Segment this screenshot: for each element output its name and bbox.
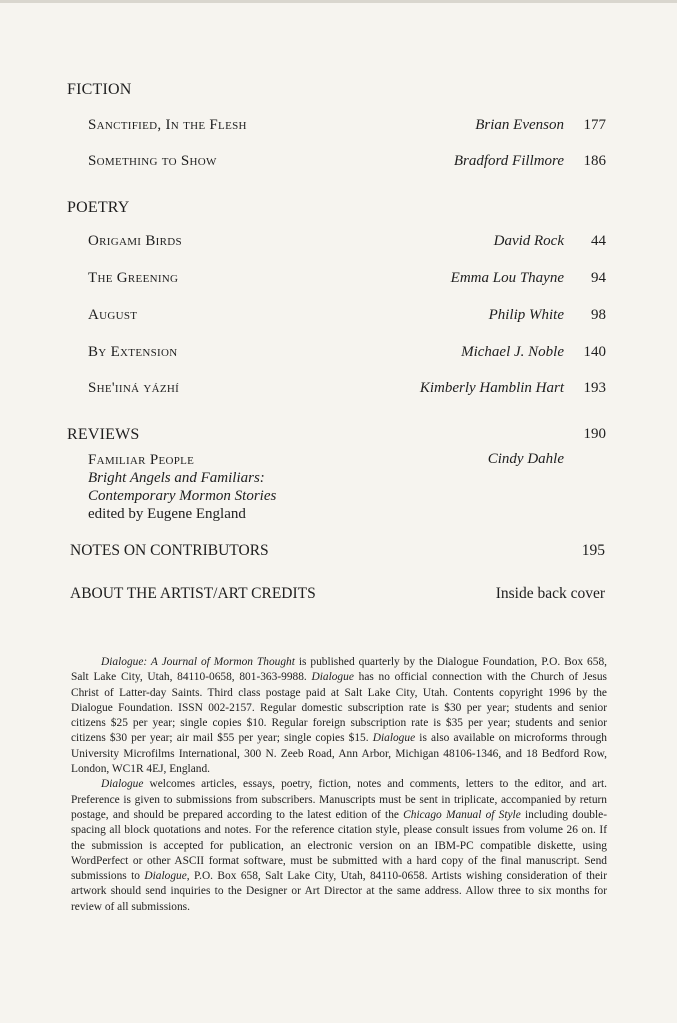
entry-page: 193 bbox=[583, 380, 606, 396]
entry-title: By Extension bbox=[88, 344, 178, 360]
toc-entry bbox=[88, 270, 606, 292]
book-title-line-1: Bright Angels and Familiars: bbox=[88, 470, 265, 486]
entry-title: August bbox=[88, 307, 138, 323]
entry-title: Sanctified, In the Flesh bbox=[88, 117, 247, 133]
entry-author: Brian Evenson bbox=[475, 117, 564, 133]
reviews-page-number: 190 bbox=[583, 426, 606, 442]
toc-entry bbox=[88, 153, 606, 175]
entry-page: 44 bbox=[591, 233, 606, 249]
entry-title: She'iiná yázhí bbox=[88, 380, 180, 396]
toc-entry bbox=[88, 307, 606, 329]
section-heading-reviews: REVIEWS bbox=[67, 426, 140, 443]
toc-entry bbox=[88, 380, 606, 402]
entry-author: Kimberly Hamblin Hart bbox=[419, 380, 564, 396]
entry-page: 177 bbox=[583, 117, 606, 133]
entry-author: Michael J. Noble bbox=[461, 344, 564, 360]
section-heading-poetry: POETRY bbox=[67, 199, 130, 216]
page-edge bbox=[0, 0, 677, 3]
entry-author: David Rock bbox=[493, 233, 564, 249]
review-title: Familiar People bbox=[88, 452, 195, 468]
artist-page: Inside back cover bbox=[495, 585, 605, 602]
notes-page: 195 bbox=[581, 542, 605, 559]
artist-label: ABOUT THE ARTIST/ART CREDITS bbox=[70, 585, 316, 602]
entry-title: Something to Show bbox=[88, 153, 217, 169]
entry-author: Philip White bbox=[488, 307, 564, 323]
entry-author: Emma Lou Thayne bbox=[450, 270, 564, 286]
submission-info: Dialogue welcomes articles, essays, poetry, fiction, notes and comments, letters to the editor, and art. Preference is given to submissions from subscribers. Manuscripts must be sent in triplicate, accompanied by return postage, and should be prepared according to the latest edition of the Chicago Manual of Style including double-spacing all block quotations and notes. For the reference citation style, please consult issues from volume 26 on. If the submission is accepted for publication, an electronic version on an IBM-PC compatible diskette, using WordPerfect or other ASCII format software, must be submitted with a hard copy of the final manuscript. Send submissions to Dialogue, P.O. Box 658, Salt Lake City, Utah, 84110-0658. Artists wishing consideration of their artwork should send inquiries to the Designer or Art Director at the same address. Allow three to six months for review of all submissions. bbox=[71, 778, 607, 913]
notes-label: NOTES ON CONTRIBUTORS bbox=[70, 542, 269, 559]
book-title-line-2: Contemporary Mormon Stories bbox=[88, 488, 277, 504]
publication-info: Dialogue: A Journal of Mormon Thought is published quarterly by the Dialogue Foundation, P.O. Box 658, Salt Lake City, Utah, 84110-0658, 801-363-9988. Dialogue has no official connection with the Church of Jesus Christ of Latter-day Saints. Third class postage paid at Salt Lake City, Utah. Contents copyright 1996 by the Dialogue Foundation. ISSN 002-2157. Regular domestic subscription rate is $30 per year; students and senior citizens $25 per year; single copies $10. Regular foreign subscription rate is $35 per year; students and senior citizens $30 per year; air mail $55 per year; single copies $15. Dialogue is also available on microforms through University Microfilms International, 300 N. Zeeb Road, Ann Arbor, Michigan 48106-1346, and 18 Bedford Row, London, WC1R 4EJ, England. bbox=[71, 656, 607, 776]
entry-page: 94 bbox=[591, 270, 606, 286]
book-editor: edited by Eugene England bbox=[88, 506, 246, 522]
entry-author: Bradford Fillmore bbox=[453, 153, 564, 169]
section-heading-fiction: FICTION bbox=[67, 81, 132, 98]
review-entry bbox=[88, 451, 348, 523]
entry-page: 186 bbox=[583, 153, 606, 169]
entry-page: 98 bbox=[591, 307, 606, 323]
toc-entry bbox=[88, 117, 606, 139]
entry-title: Origami Birds bbox=[88, 233, 182, 249]
toc-entry bbox=[88, 233, 606, 255]
toc-entry bbox=[88, 344, 606, 366]
entry-title: The Greening bbox=[88, 270, 179, 286]
colophon bbox=[71, 655, 607, 915]
review-author: Cindy Dahle bbox=[487, 451, 564, 467]
entry-page: 140 bbox=[583, 344, 606, 360]
